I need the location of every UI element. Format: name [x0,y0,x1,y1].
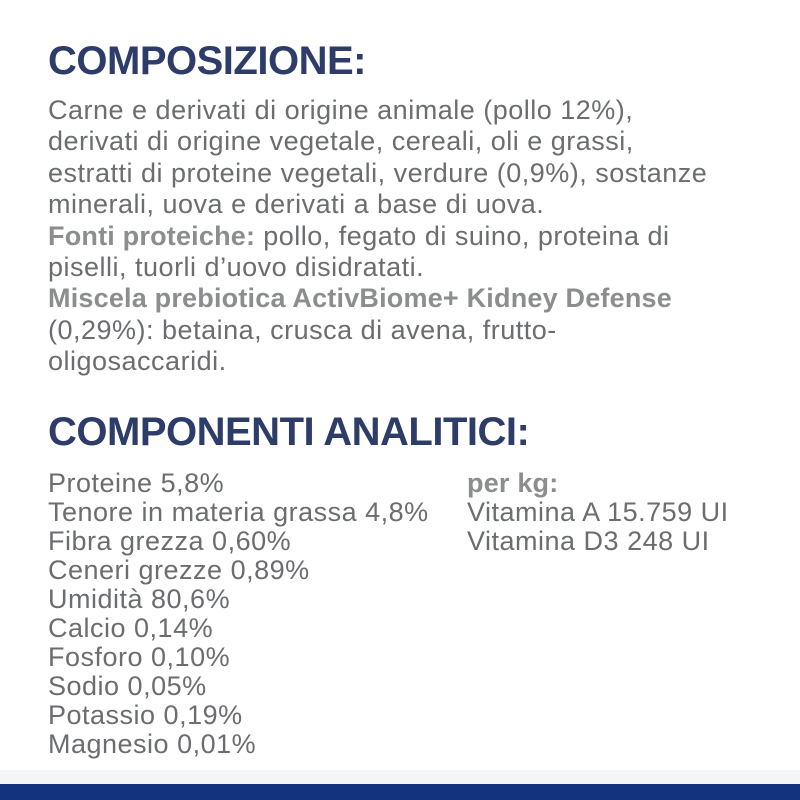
nutrient-item: Calcio 0,14% [48,612,214,643]
composition-heading: COMPOSIZIONE: [48,39,366,83]
vitamin-values-list [467,498,729,556]
per-kg-column [467,469,729,556]
composition-line: Carne e derivati di origine animale (pollo 12%), [48,95,634,125]
nutrient-item: Tenore in materia grassa 4,8% [48,496,429,527]
nutrient-item: Umidità 80,6% [48,583,231,614]
composition-line: estratti di proteine vegetali, verdure (0,9%), sostanze [48,157,708,188]
nutrient-item: Sodio 0,05% [48,670,207,701]
nutrient-item: Ceneri grezze 0,89% [48,554,310,585]
vitamin-item: Vitamina A 15.759 UI [467,496,729,527]
analytical-columns [48,469,760,759]
composition-line: Miscela prebiotica ActivBiome+ Kidney Defense [48,283,672,314]
composition-section [48,39,760,378]
vitamin-item: Vitamina D3 248 UI [467,525,710,556]
composition-text [48,95,760,378]
nutrient-item: Fosforo 0,10% [48,641,231,672]
label-content [48,0,760,759]
brand-bottom-bar [0,784,800,800]
nutrient-item: Fibra grezza 0,60% [48,525,292,556]
per-kg-heading: per kg: [467,467,559,498]
nutrient-item: Magnesio 0,01% [48,728,257,759]
analytical-components-heading: COMPONENTI ANALITICI: [48,409,530,454]
nutrient-item: Potassio 0,19% [48,699,243,730]
composition-line: (0,29%): betaina, crusca di avena, frutto- [48,314,557,345]
analytical-section [48,410,760,759]
composition-line: minerali, uova e derivati a base di uova. [48,189,545,220]
composition-line: piselli, tuorli d’uovo disidratati. [48,252,425,283]
composition-line: derivati di origine vegetale, cereali, oli e grassi, [48,126,634,157]
label-edge-strip [0,770,800,784]
nutrient-column [48,469,467,759]
nutrient-item: Proteine 5,8% [48,467,225,498]
nutrient-values-list [48,469,467,759]
composition-line: oligosaccaridi. [48,346,227,377]
composition-line: Fonti proteiche: pollo, fegato di suino, proteina di [48,220,670,251]
